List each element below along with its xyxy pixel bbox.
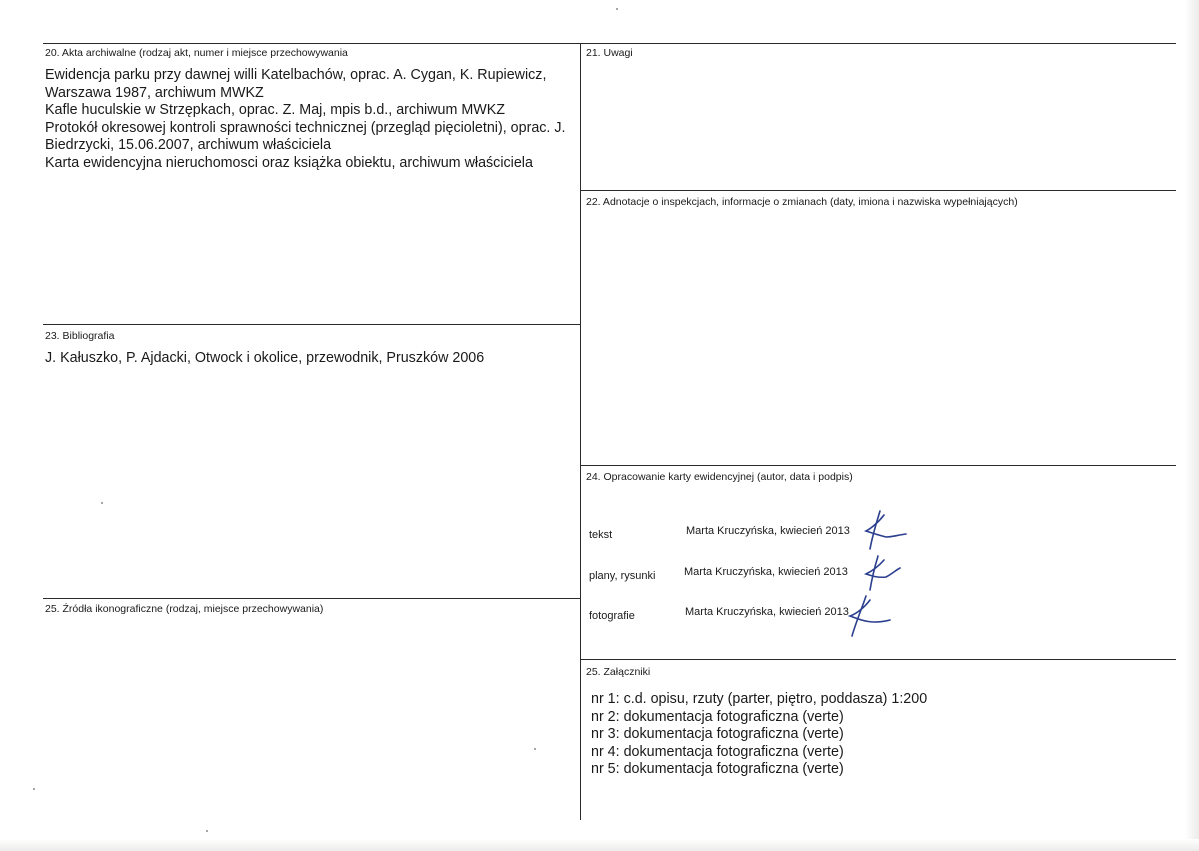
- author-role: plany, rysunki: [589, 570, 656, 582]
- section-22-label: 22. Adnotacje o inspekcjach, informacje o zmianach (daty, imiona i nazwiska wypełniających): [586, 196, 1018, 208]
- attachment-line: nr 1: c.d. opisu, rzuty (parter, piętro, poddasza) 1:200: [591, 691, 928, 707]
- signature-icon: [840, 592, 900, 640]
- rule-top: [43, 43, 1176, 44]
- rule-25a-top: [43, 598, 580, 599]
- bibliography-line: J. Kałuszko, P. Ajdacki, Otwock i okolice, przewodnik, Pruszków 2006: [45, 350, 485, 366]
- scan-speck: [101, 502, 103, 504]
- section-24-label: 24. Opracowanie karty ewidencyjnej (autor, data i podpis): [586, 471, 853, 483]
- section-21-label: 21. Uwagi: [586, 47, 633, 59]
- author-name: Marta Kruczyńska, kwiecień 2013: [686, 525, 850, 537]
- attachment-line: nr 5: dokumentacja fotograficzna (verte): [591, 761, 844, 777]
- section-23-body: [45, 350, 484, 368]
- archive-line: Biedrzycki, 15.06.2007, archiwum właściciela: [45, 137, 332, 153]
- signature-icon: [856, 552, 916, 594]
- author-name: Marta Kruczyńska, kwiecień 2013: [685, 606, 849, 618]
- author-name: Marta Kruczyńska, kwiecień 2013: [684, 566, 848, 578]
- author-role: tekst: [589, 529, 613, 541]
- scan-speck: [616, 8, 618, 10]
- author-role: fotografie: [589, 610, 635, 622]
- scan-edge-right: [1185, 0, 1199, 851]
- rule-24-top: [580, 465, 1176, 466]
- archive-line: Karta ewidencyjna nieruchomosci oraz książka obiektu, archiwum właściciela: [45, 154, 533, 171]
- signature-icon: [858, 505, 918, 553]
- rule-23-top: [43, 324, 580, 325]
- author-row-tekst: [589, 529, 612, 541]
- author-row-plany: [589, 570, 655, 582]
- archive-line: Ewidencja parku przy dawnej willi Katelbachów, oprac. A. Cygan, K. Rupiewicz,: [45, 67, 547, 83]
- scan-speck: [33, 788, 35, 790]
- scan-speck: [534, 748, 536, 750]
- section-23-label: 23. Bibliografia: [45, 330, 115, 342]
- section-20-body: [45, 67, 566, 172]
- rule-25b-top: [580, 659, 1176, 660]
- section-25b-body: [591, 691, 927, 779]
- attachment-line: nr 3: dokumentacja fotograficzna (verte): [591, 726, 844, 742]
- rule-center: [580, 43, 581, 820]
- scan-speck: [206, 830, 208, 832]
- author-row-fotografie: [589, 610, 635, 622]
- archive-line: Protokół okresowej kontroli sprawności technicznej (przegląd pięcioletni), oprac. J.: [45, 119, 566, 136]
- attachment-line: nr 2: dokumentacja fotograficzna (verte): [591, 708, 844, 725]
- section-25b-label: 25. Załączniki: [586, 666, 651, 678]
- archive-line: Warszawa 1987, archiwum MWKZ: [45, 84, 264, 101]
- section-20-label: 20. Akta archiwalne (rodzaj akt, numer i miejsce przechowywania: [45, 47, 348, 59]
- scan-edge-bottom: [0, 839, 1199, 851]
- rule-22-top: [580, 190, 1176, 191]
- archive-line: Kafle huculskie w Strzępkach, oprac. Z. Maj, mpis b.d., archiwum MWKZ: [45, 102, 506, 118]
- attachment-line: nr 4: dokumentacja fotograficzna (verte): [591, 743, 844, 760]
- section-25a-label: 25. Źródła ikonograficzne (rodzaj, miejsce przechowywania): [45, 603, 324, 615]
